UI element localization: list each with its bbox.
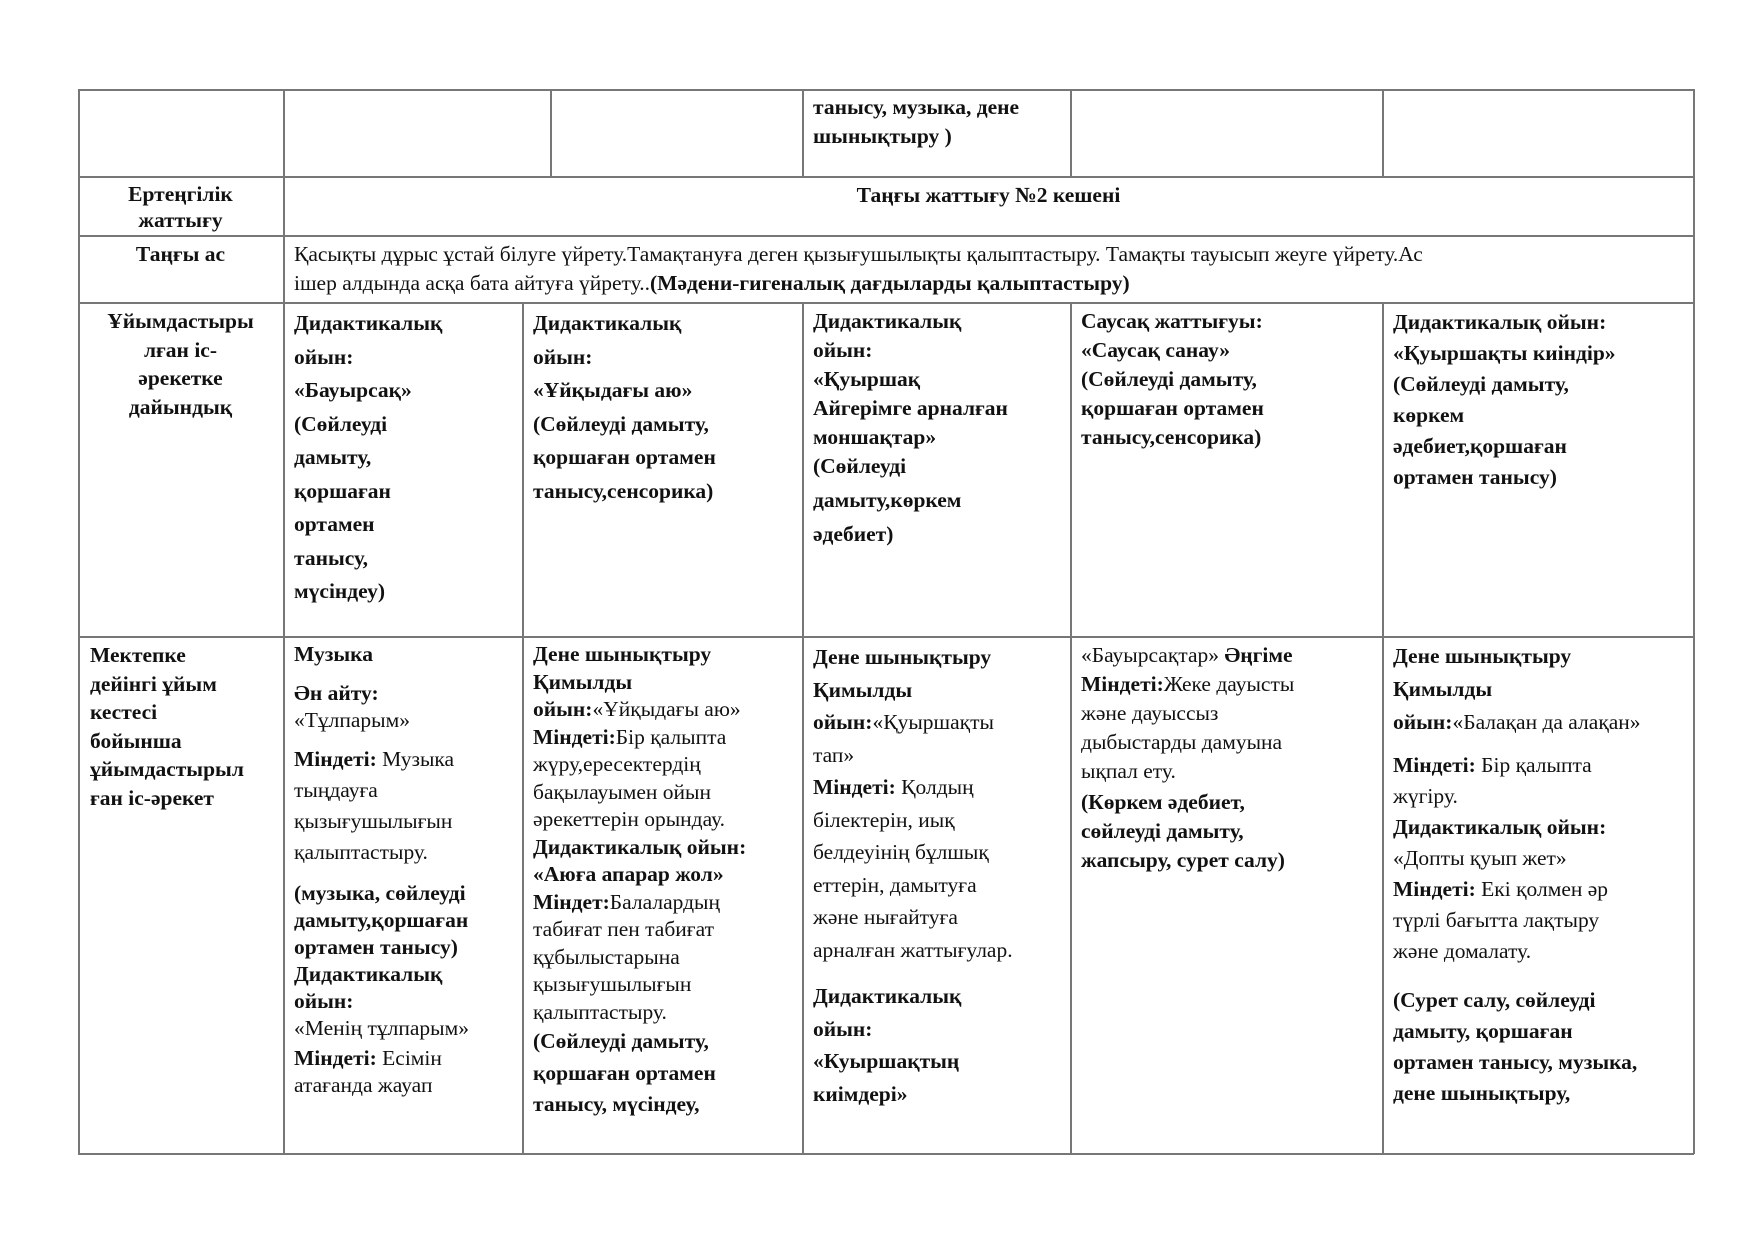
song-label: Ән айту: — [294, 681, 379, 705]
text-line: ойын: — [1393, 710, 1453, 734]
text-line: Дидактикалық — [533, 311, 682, 335]
text-line: дайындық — [128, 394, 233, 419]
prep-c5 — [1071, 303, 1382, 636]
text-line: танысу, — [294, 545, 368, 570]
text-line: «Қуыршақ — [813, 367, 921, 391]
column-divider — [550, 89, 552, 177]
text-line: (Сөйлеуді дамыту, — [533, 411, 709, 436]
game-name: «Қуыршақты — [872, 710, 994, 734]
task-label: Міндеті: — [813, 775, 896, 799]
text-line: жүгіру. — [1393, 784, 1458, 808]
text-line: ортамен танысу) — [1393, 465, 1557, 489]
text-line: сөйлеуді дамыту, — [1081, 819, 1244, 843]
text-line: тыңдауға — [294, 778, 378, 802]
prep-c3 — [523, 303, 802, 636]
text-line: қызығушылығын — [294, 809, 453, 833]
text-line: дамыту,қоршаған — [294, 908, 469, 932]
table-border-right — [1693, 89, 1695, 1154]
text-line: танысу, музыка, дене — [813, 95, 1020, 119]
text-line: Қимылды — [1393, 677, 1493, 701]
task-label: Міндеті: — [1081, 672, 1164, 696]
schedule-c6 — [1383, 637, 1693, 1153]
activity-title: Музыка — [294, 642, 373, 666]
text-line: әдебиет) — [813, 522, 894, 546]
text-line: және домалату. — [1393, 939, 1532, 963]
text-line: дене шынықтыру, — [1393, 1081, 1571, 1105]
text-line: (Көркем әдебиет, — [1081, 790, 1245, 814]
text-line: кестесі — [90, 700, 158, 724]
text-line: Дидактикалық — [294, 311, 443, 335]
text-line: бойынша — [90, 728, 182, 753]
text-line: Дидактикалық — [294, 962, 443, 986]
schedule-c3 — [523, 637, 802, 1153]
text-line: ойын: — [813, 710, 873, 734]
text-line: ортамен танысу) — [294, 935, 458, 959]
text-line: әдебиет,қоршаған — [1393, 434, 1567, 458]
song-name: «Тұлпарым» — [294, 708, 410, 732]
breakfast-text — [284, 236, 1693, 302]
task-label: Міндет: — [533, 889, 610, 914]
text-line: Қолдың — [895, 775, 974, 799]
text-line: Жеке дауысты — [1163, 672, 1295, 696]
text-line: ойын: — [813, 1016, 873, 1041]
task-label: Міндеті: — [294, 1046, 377, 1070]
text-line: ойын: — [294, 989, 354, 1013]
text-line: моншақтар» — [813, 425, 937, 449]
text-line: дамыту, қоршаған — [1393, 1019, 1573, 1043]
text-line: Дидактикалық — [813, 309, 962, 333]
text-line: «Саусақ санау» — [1081, 338, 1230, 362]
text-line: белдеуінің бұлшық — [813, 840, 989, 864]
text-line: қалыптастыру. — [294, 840, 428, 864]
task-label: Міндеті: — [533, 724, 616, 749]
text-line: атағанда жауап — [294, 1073, 433, 1097]
text-line: көркем — [1393, 403, 1465, 427]
text-line: «Ұйқыдағы аю» — [533, 378, 693, 402]
text-line: (Сурет салу, сөйлеуді — [1393, 988, 1596, 1012]
text-line: Екі қолмен әр — [1475, 877, 1609, 901]
schedule-c2 — [284, 637, 522, 1153]
text-line: білектерін, иық — [813, 807, 955, 832]
text-line: Есімін — [376, 1046, 442, 1070]
table-border-bottom — [78, 1153, 1694, 1155]
text-line: Қасықты дұрыс ұстай білуге үйрету.Тамақтануға деген қызығушылықты қалыптастыру. Тамақты тауысып жеуге үйрету.Ас — [294, 242, 1423, 266]
game-name: «Ұйқыдағы аю» — [592, 697, 741, 721]
schedule-c5 — [1071, 637, 1382, 1153]
text-line: ішер алдында асқа бата айтуға үйрету.. — [294, 271, 651, 295]
text-line: дейінгі ұйым — [90, 671, 217, 696]
text-line: танысу,сенсорика) — [1081, 425, 1262, 449]
text-line: (Сөйлеуді дамыту, — [1393, 372, 1569, 396]
text-line: қоршаған — [294, 478, 391, 503]
game-name: «Балақан да алақан» — [1452, 710, 1641, 734]
text-line: «Куыршақтың — [813, 1049, 960, 1073]
text-line: жапсыру, сурет салу) — [1081, 848, 1285, 872]
text-line: дамыту,көркем — [813, 488, 962, 512]
label-exercise — [78, 177, 283, 235]
prep-c6 — [1383, 303, 1693, 636]
game-name: тап» — [813, 742, 855, 767]
task-label: Міндеті: — [294, 747, 377, 771]
text-line: түрлі бағытта лақтыру — [1393, 908, 1600, 932]
label-breakfast: Таңғы ас — [135, 242, 226, 266]
text-line: бақылауымен ойын — [533, 779, 711, 804]
label-schedule — [78, 637, 283, 1153]
text-line: дыбыстарды дамуына — [1081, 730, 1283, 754]
prep-c2 — [284, 303, 522, 636]
text-line: ортамен — [294, 512, 375, 536]
text-line: мүсіндеу) — [294, 579, 386, 603]
column-divider — [1382, 89, 1384, 177]
text-line: Дидактикалық ойын: — [533, 834, 747, 859]
text-line: (Сөйлеуді — [813, 454, 907, 478]
text-line: ұйымдастырыл — [90, 757, 244, 781]
text-line: (музыка, сөйлеуді — [294, 881, 466, 905]
text-line: Ұйымдастыры — [107, 309, 254, 333]
text-line: Музыка — [376, 747, 455, 771]
text-line: ған іс-әрекет — [90, 785, 214, 810]
text-line: «Қуыршақты киіндір» — [1393, 341, 1616, 365]
text-line: Бір қалыпта — [615, 724, 727, 749]
text-line: дамыту, — [294, 445, 372, 469]
game-name: «Менің тұлпарым» — [294, 1016, 469, 1040]
text-line: шынықтыру ) — [813, 123, 952, 148]
cell-top-c4 — [803, 89, 1070, 176]
text-line: табиғат пен табиғат — [533, 917, 714, 941]
text-line: танысу, мүсіндеу, — [533, 1092, 700, 1116]
text-line: танысу,сенсорика) — [533, 478, 714, 503]
text-line: Бір қалыпта — [1475, 753, 1592, 777]
task-label: Міндеті: — [1393, 753, 1476, 777]
text-line: лған іс- — [143, 337, 217, 362]
text-line: Дидактикалық — [813, 984, 962, 1008]
activity-title: «Бауырсақтар» — [1081, 643, 1225, 667]
activity-title: Дене шынықтыру — [533, 642, 712, 666]
exercise-text: Таңғы жаттығу №2 кешені — [856, 183, 1121, 207]
text-line: қоршаған ортамен — [1081, 396, 1264, 420]
text-line: Саусақ жаттығуы: — [1081, 309, 1263, 333]
text-line: және нығайтуға — [813, 905, 958, 929]
label-prep — [78, 303, 283, 636]
text-line: ойын: — [813, 338, 873, 362]
text-line: Ертеңгілік — [128, 182, 233, 206]
text-line: Мектепке — [90, 643, 186, 667]
text-line: «Бауырсақ» — [294, 378, 412, 402]
text-line: жүру,ересектердің — [533, 752, 701, 776]
text-line: ойын: — [533, 344, 593, 369]
text-line: арналған жаттығулар. — [813, 937, 1013, 962]
text-line: жаттығу — [138, 208, 223, 232]
text-line: Дидактикалық ойын: — [1393, 310, 1607, 334]
game-name: «Допты қуып жет» — [1393, 846, 1567, 870]
text-line: қызығушылығын — [533, 972, 692, 996]
game-name: «Аюға апарар жол» — [533, 862, 724, 886]
text-bold: (Мәдени-гигеналық дағдыларды қалыптастыру) — [650, 271, 1130, 295]
text-line: ойын: — [294, 344, 354, 369]
text-line: (Сөйлеуді дамыту, — [1081, 367, 1257, 391]
schedule-c4 — [803, 637, 1070, 1153]
text-line: Дидактикалық ойын: — [1393, 815, 1607, 839]
text-line: әрекеттерін орындау. — [533, 807, 726, 831]
text-line: Қимылды — [813, 677, 913, 702]
text-line: және дауыссыз — [1081, 701, 1219, 725]
text-line: қоршаған ортамен — [533, 445, 716, 469]
text-line: қалыптастыру. — [533, 999, 667, 1024]
text-line: ортамен танысу, музыка, — [1393, 1050, 1638, 1074]
activity-title: Дене шынықтыру — [1393, 644, 1572, 668]
text-line: құбылыстарына — [533, 944, 680, 969]
task-label: Міндеті: — [1393, 877, 1476, 901]
text-line: (Сөйлеуді дамыту, — [533, 1029, 709, 1053]
text-line: еттерін, дамытуға — [813, 872, 977, 897]
text-line: ойын: — [533, 697, 593, 721]
text-line: ықпал ету. — [1081, 759, 1176, 783]
text-line: киімдері» — [813, 1081, 908, 1106]
activity-type: Әңгіме — [1224, 643, 1293, 667]
text-line: әрекетке — [138, 366, 223, 390]
text-line: Қимылды — [533, 669, 633, 694]
text-line: қоршаған ортамен — [533, 1060, 716, 1085]
text-line: Балалардың — [609, 889, 720, 914]
text-line: (Сөйлеуді — [294, 411, 388, 436]
column-divider — [1070, 89, 1072, 177]
prep-c4 — [803, 303, 1070, 636]
activity-title: Дене шынықтыру — [813, 645, 992, 669]
text-line: Айгерімге арналған — [813, 396, 1008, 420]
